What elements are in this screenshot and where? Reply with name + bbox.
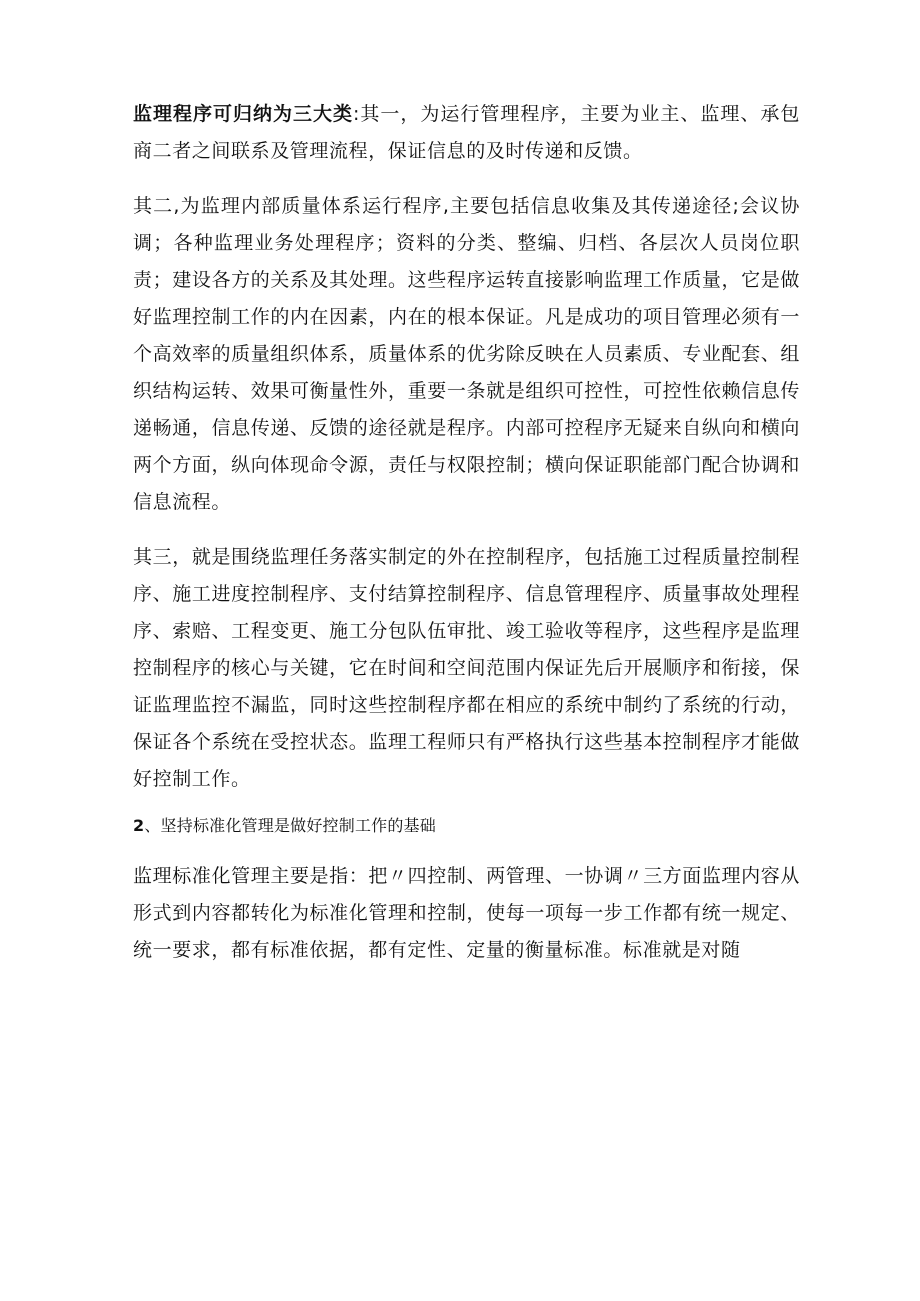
paragraph-internal-procedures: 其二,为监理内部质量体系运行程序,主要包括信息收集及其传递途径;会议协调；各种监理业务处理程序；资料的分类、整编、归档、各层次人员岗位职责；建设各方的关系及其处理。这些程序运转直接影响监理工作质量，它是做好监理控制工作的内在因素，内在的根本保证。凡是成功的项目管理必须有一个高效率的质量组织体系，质量体系的优劣除反映在人员素质、专业配套、组织结构运转、效果可衡量性外，重要一条就是组织可控性，可控性依赖信息传递畅通，信息传递、反馈的途径就是程序。内部可控程序无疑来自纵向和横向两个方面，纵向体现命令源，责任与权限控制；横向保证职能部门配合协调和信息流程。 [133,195,800,513]
section-number: 2 [133,816,145,835]
section-title: 、坚持标准化管理是做好控制工作的基础 [144,816,436,835]
paragraph-three-categories [133,0,800,170]
paragraph-standardization: 监理标准化管理主要是指：把〃四控制、两管理、一协调〃三方面监理内容从形式到内容都转化为标准化管理和控制，使每一项每一步工作都有统一规定、统一要求，都有标准依据，都有定性、定量的衡量标准。标准就是对随 [133,865,800,961]
paragraph-external-procedures: 其三，就是围绕监理任务落实制定的外在控制程序，包括施工过程质量控制程序、施工进度控制程序、支付结算控制程序、信息管理程序、质量事故处理程序、索赔、工程变更、施工分包队伍审批、竣工验收等程序，这些程序是监理控制程序的核心与关键，它在时间和空间范围内保证先后开展顺序和衔接，保证监理监控不漏监，同时这些控制程序都在相应的系统中制约了系统的行动，保证各个系统在受控状态。监理工程师只有严格执行这些基本控制程序才能做好控制工作。 [133,546,800,790]
section-heading [133,812,800,840]
paragraph-lead-bold: 监理程序可归纳为三大类 [133,103,353,125]
paragraph-text: :其一，为运行管理程序，主要为业主、监理、承包商二者之间联系及管理流程，保证信息的及时传递和反馈。 [133,103,800,162]
